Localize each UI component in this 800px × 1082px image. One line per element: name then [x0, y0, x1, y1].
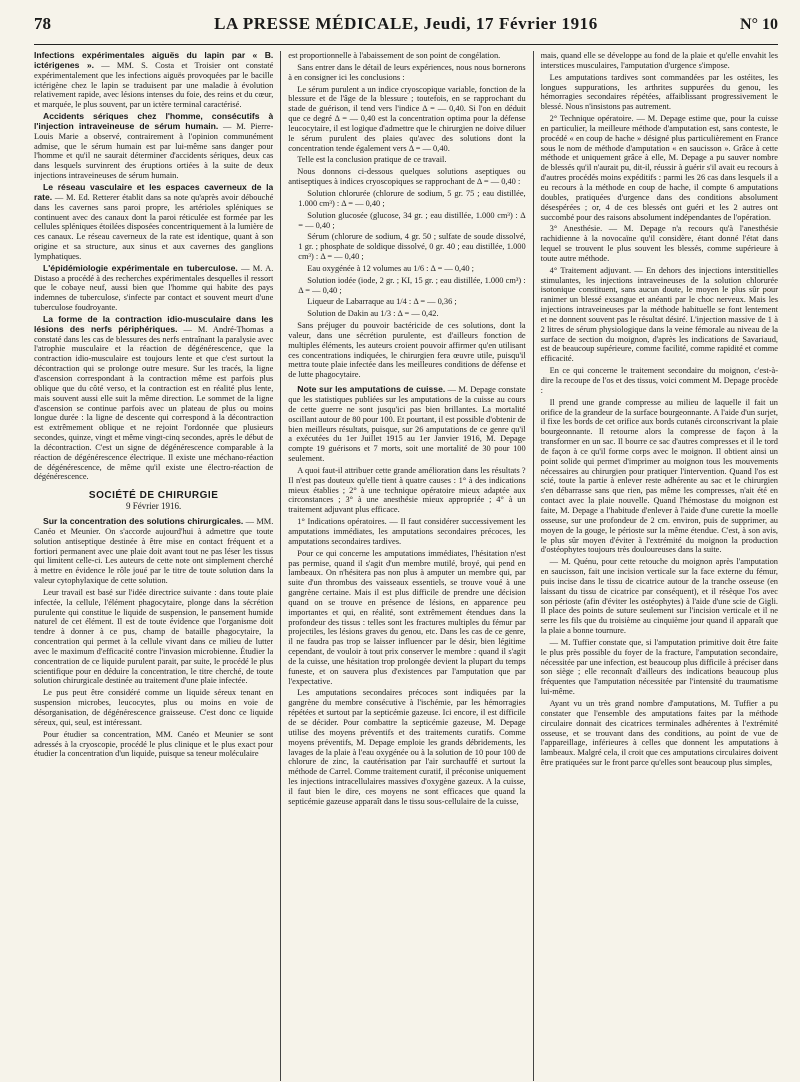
article-paragraph: Les amputations tardives sont commandées par les ostéites, les longues suppurations, les arthrites suppurées du genou, les hémorragies secondaires répétées, affaiblissant progressivement le blessé. Nous n'insistons pas autrement. — [540, 72, 778, 112]
solution-item: Eau oxygénée à 12 volumes au 1/6 : Δ = — 0,40 ; — [307, 263, 474, 273]
article-paragraph: 3° Anesthésie. — M. Depage n'a recours qu'à l'anesthésie rachidienne à la novocaïne qu'il considère, étant donné l'état dans lequel se trouvent le plus souvent les blessés, comme supérieure à toute autre méthode. — [540, 224, 778, 263]
article-paragraph: 4° Traitement adjuvant. — En dehors des injections interstitielles stimulantes, les injections intraveineuses de la solution chlorurée isotonique constituent, sans aucun doute, le moyen le plus sûr pour ranimer un blessé exsangue et anéanti par le choc nerveux. Mais les injections intraveineuses par la méthode habituelle se font lentement et ne donnent souvent pas le résultat désiré. L'injection massive de 1 à 2 litres de sérum physiologique dans la veine fémorale au niveau de la surface de section du moignon, d'après les indications de Savariaud, est de beaucoup supérieure, comme facilité, comme rapidité et comme efficacité. — [540, 265, 778, 364]
article-heading: Sur la concentration des solutions chirurgicales. — [43, 515, 244, 526]
article-paragraph: Ayant vu un très grand nombre d'amputations, M. Tuffier a pu constater que l'ensemble des amputations faites par la méthode circulaire donnait des cicatrices terminales adhérentes à l'extrémité osseuse, et se trouvant dans des conditions, au point de vue de l'appareillage, inférieures à celles que donnent les amputations à lambeaux. Malgré cela, il croit que ces amputations circulaires doivent être pratiquées sur le front parce qu'elles sont beaucoup plus simples, — [540, 699, 778, 768]
article-paragraph: Sans préjuger du pouvoir bactéricide de ces solutions, dont la valeur, dans une sécrétion purulente, est d'ailleurs fonction de multiples éléments, les auteurs croient pouvoir affirmer qu'en utilisant ces concentrations indiquées, le chirurgien fera œuvre utile, puisqu'il mettra toute plaie infectée dans les meilleures conditions de défense et de lutte phagocytaire. — [288, 321, 526, 380]
article-paragraph: Le sérum purulent a un indice cryoscopique variable, fonction de la blessure et de l'âge de la blessure ; toutefois, en se rapprochant du stade de guérison, il tend vers l'indice Δ = — 0,40. Si l'on en déduit que ce degré Δ = — 0,40 est la concentration optima pour la défense leucocytaire, il est logique d'admettre que le chirurgien ne doive diluer le sérum purulent des plaies qu'avec des solutions dont la concentration tende également vers Δ = — 0,40. — [288, 84, 526, 153]
article-paragraph: Pour étudier sa concentration, MM. Canéo et Meunier se sont adressés à la cryoscopie, procédé le plus clinique et le plus exact pour étudier la concentration d'un liquide, puisque sa teneur moléculaire — [34, 729, 274, 759]
article-paragraph: Leur travail est basé sur l'idée directrice suivante : dans toute plaie infectée, la cellule, l'élément phagocytaire, plonge dans la sécrétion purulente qui constitue le liquide de suspension, le pansement humide naturel de cet élément. Il est de toute évidence que l'organisme doit tendre à donner à ce pus, champ de bataille phagocytaire, la concentration qui permet à la cellule vivant dans ce milieu de lutter avec le maximum d'efficacité contre l'invasion microbienne. Étudier la concentration de ce liquide purulent parait, par suite, le procédé le plus scientifique pour en déduire la concentration, le titre cherché, de toute solution chirurgicale destinée au traitement d'une plaie infectée. — [34, 587, 274, 686]
article-heading: Note sur les amputations de cuisse. — [297, 384, 446, 395]
article-paragraph: mais, quand elle se développe au fond de la plaie et qu'elle envahit les interstices musculaires, l'amputation d'urgence s'impose. — [540, 51, 778, 70]
article-paragraph: Sans entrer dans le détail de leurs expériences, nous nous bornerons à en consigner ici les conclusions : — [288, 62, 526, 82]
article-paragraph: Le pus peut être considéré comme un liquide séreux tenant en suspension microbes, leucocytes, plus ou moins en voie de désorganisation, de dégénérescence graisseuse. C'est donc ce liquide séreux, qui, seul, est intéressant. — [34, 688, 274, 727]
article-heading: Accidents sériques chez l'homme, consécutifs à l'injection intraveineuse de sérum humain. — [34, 111, 274, 131]
article-heading: Le réseau vasculaire et les espaces caverneux de la rate. — [34, 181, 274, 202]
solution-item: Solution iodée (iode, 2 gr. ; KI, 15 gr. ; eau distillée, 1.000 cm³) : Δ = — 0,40 ; — [298, 275, 526, 295]
page-number: 78 — [34, 14, 51, 33]
article-text: — M. André-Thomas a constaté dans les cas de blessures des nerfs entraînant la paralysie avec l'atrophie musculaire et la réaction de dégénérescence, que la contraction idio-musculaire est toujours lente et que c'est surtout la décontraction qui se prolonge outre mesure. Sur les tracés, la ligne d'ascension correspondant à la contraction même est parfois plus oblique que du côté verso, et la contraction est en réalité plus lente, mais souvent aussi elle suit la même direction. Le sommet de la ligne d'ascension se continue parfois avec un plateau de plus ou moins longue durée : la ligne de descente qui correspond à la décontraction est extrêmement oblique et ne rejoint l'ordonnée que plusieurs secondes, quinze, vingt et même vingt-cinq secondes, après le début de la décontraction. C'est un signe de dégénérescence comparable à la réaction de dégénérescence électrique. Il existe une méchano-réaction de dégénérescence, de même qu'il existe une électro-réaction de dégénérescence. — [34, 324, 274, 482]
article-paragraph: Nous donnons ci-dessous quelques solutions aseptiques ou antiseptiques à indices cryoscopiques se rapprochant de Δ = — 0,40 : — [288, 167, 526, 187]
solution-item: Sérum (chlorure de sodium, 4 gr. 50 ; sulfate de soude dissolvé, 1 gr. ; phosphate de soldique dissolvé, 0 gr. 40 ; eau distillée, 1.000 cm³) : Δ = — 0,40 ; — [298, 232, 526, 262]
journal-title: LA PRESSE MÉDICALE, Jeudi, 17 Février 1916 — [214, 14, 598, 33]
article-paragraph: Telle est la conclusion pratique de ce travail. — [297, 155, 447, 165]
article-paragraph — [34, 315, 273, 482]
article-text: — MM. Canéo et Meunier. On s'accorde aujourd'hui à admettre que toute solution antiseptique destinée à être mise en contact fréquent et a fortiori permanent avec une plaie doit avant tout ne pas léser les tissus qui limitent celle-ci. Les auteurs de cette note ont simplement cherché à mettre en évidence le rôle joué par le titre de toute solution dans la valeur cytophylaxique de cette solution. — [34, 516, 274, 586]
columns — [34, 51, 778, 1081]
column-divider — [280, 51, 281, 1081]
solution-item: Solution chlorurée (chlorure de sodium, 5 gr. 75 ; eau distillée, 1.000 cm³) : Δ = — 0,40 ; — [298, 188, 526, 208]
article-heading: Infections expérimentales aiguës du lapin par « B. ictérigenes ». — [34, 51, 274, 70]
article-paragraph: A quoi faut-il attribuer cette grande amélioration dans les résultats ? Il n'est pas douteux qu'elle tient à quatre causes : 1° à des indications mieux établies ; 2° à une technique opératoire mieux adaptée aux circonstances ; 3° à une anesthésie mieux appropriée ; 4° à un traitement adjuvant plus efficace. — [288, 465, 526, 515]
article-paragraph: — M. Quénu, pour cette retouche du moignon après l'amputation en saucisson, fait une incision verticale sur la face externe du fémur, puis incise dans le tissu de cicatrice autour de la tranche osseuse (en laissant du tissu de cicatrice par conséquent), et il résèque l'os avec son périoste (afin d'éviter les ostéophytes) à l'aide d'une scie de Gigli. Il place des points de suture seulement sur l'incision verticale et il ne serre les fils que du troisième au cinquième jour quand il apparaît que la plaie a bonne tournure. — [540, 557, 778, 636]
article-paragraph: 2° Technique opératoire. — M. Depage estime que, pour la cuisse en particulier, la meilleure méthode d'amputation est, sans conteste, le procédé « en coup de hache » désigné plus particulièrement en France sous le nom de méthode d'amputation « en saucisson ». Grâce à cette méthode et uniquement grâce à elle, M. Depage a pu sauver nombre de blessés qu'il n'aurait pu, dit-il, réussir à guérir s'il avait eu recours à d'autres procédés moins expéditifs : parmi les 26 cas dans lesquels il a eu recours à la méthode en coup de hache, il compte 6 amputations doubles, pratiquées d'urgence dans des conditions absolument désespérées ; or, 4 de ces blessés ont guéri et les 2 autres ont succombé pour des raisons absolument indépendantes de l'opération. — [540, 114, 778, 222]
solution-item: Solution glucosée (glucose, 34 gr. ; eau distillée, 1.000 cm³) : Δ = — 0,40 ; — [298, 210, 526, 230]
article-text: — M. Pierre-Louis Marie a observé, contrairement à l'opinion communément admise, que le sérum humain est par lui-même sans danger pour l'homme et qu'il ne saurait déterminer d'accidents sériques, deux cas dans lesquels survinrent des éruptions ortiées à la suite de deux injections intraveineuses de sérum humain. — [34, 121, 274, 181]
article-paragraph: 1° Indications opératoires. — Il faut considérer successivement les amputations immédiates, les amputations secondaires précoces, les amputations secondaires tardives. — [288, 517, 526, 546]
section-date: 9 Février 1916. — [126, 501, 182, 512]
article-paragraph: En ce qui concerne le traitement secondaire du moignon, c'est-à-dire la recoupe de l'os et des tissus, voici comment M. Depage procède : — [540, 366, 778, 395]
column-2 — [288, 51, 525, 1081]
issue-number: N° 10 — [740, 16, 778, 33]
article-paragraph: est proportionnelle à l'abaissement de son point de congélation. — [288, 51, 501, 60]
article-paragraph: Les amputations secondaires précoces sont indiquées par la gangrène du membre consécutive à l'ischémie, par les hémorragies répétées et surtout par la septicémie gazeuse. Ici encore, il est difficile de se décider. Pour combattre la septicémie gazeuse, M. Depage utilise des moyens préventifs et des traitements curatifs. Comme moyens préventifs, M. Depage emploie les grands débridements, les lavages de la plaie à l'eau oxygénée ou à la solution de 10 pour 100 de chlorure de zinc, la cautérisation par l'air surchauffé et surtout la méthode de Carrel. Comme traitement curatif, il préconise uniquement les injections intracellulaires massives d'oxygène gazeux. A la cuisse, il faut bien le dire, ces moyens ne sont efficaces que quand la septicémie gazeuse apparaît dans le tissu sous-cellulaire de la cuisse, — [288, 688, 526, 806]
article-text: — M. A. Distaso a procédé à des recherches expérimentales desquelles il ressort que le cobaye neuf, aussi bien que l'homme qui habite des pays indemnes de tuberculose, s'infecte par contact et souvent meurt d'une tuberculose foudroyante. — [34, 263, 274, 313]
article-paragraph: Il prend une grande compresse au milieu de laquelle il fait un orifice de la grandeur de la surface bourgeonnante. A l'aide d'un surjet, il fixe les bords de cet orifice aux bords cutanés circonscrivant la plaie bourgeonnante. Il retourne alors la compresse de façon à la transformer en un sac. Il bourre ce sac d'autres compresses et il le tord de façon à ce qu'il forme corps avec le moignon. Il obtient ainsi un point solide qui permet d'imprimer au moignon tous les mouvements nécessaires au chirurgien pour pratiquer l'intervention. Quand l'os est scié, toute la partie à enlever reste adhérente au sac et le chirurgien s'en débarrasse sans que rien, pas même les compresses, n'ait été en contact avec la plaie nouvelle. Quand l'hémostase du moignon est faite, M. Depage a l'habitude d'enlever à l'aide d'une curette la moelle osseuse, sur une profondeur de 2 cm. environ, puis de supprimer, au moyen de la gouge, le périoste sur la même étendue. C'est, à son avis, le plus sûr moyen d'éviter à l'extrémité du moignon la production d'ostéophytes toujours très douloureuses dans la suite. — [540, 397, 778, 555]
column-3 — [541, 51, 778, 1081]
column-1 — [34, 51, 273, 1081]
article-paragraph — [34, 51, 273, 110]
article-paragraph — [34, 112, 273, 181]
article-text: — M. Ed. Retterer établit dans sa note qu'après avoir débouché dans les cavernes sans paroi propre, les artérioles spléniques se continuent avec des canaux dont la paroi réticulée est formée par les cellules spléniques étoilées disposées concentriquement à la lumière de ces canaux. Le réseau caverneux de la rate est identique, quant à son origine et sa structure, aux sinus et aux cavernes des ganglions lymphatiques. — [34, 192, 274, 261]
article-heading: L'épidémiologie expérimentale en tuberculose. — [43, 262, 238, 273]
article-text: — M. Depage constate que les statistiques publiées sur les amputations de la cuisse au cours de cette guerre ne sont jusqu'ici pas bien brillantes. La mortalité oscillant autour de 80 pour 100. Et pourtant, il est possible d'obtenir de bien meilleurs résultats, puisque, sur 26 amputations de ce genre qu'il a exécutées du 1er Juillet 1915 au 1er Janvier 1916, M. Depage compte 19 guérisons et 7 morts, soit une mortalité de 30 pour 100 seulement. — [288, 385, 526, 464]
solution-item: Solution de Dakin au 1/3 : Δ = — 0,42. — [307, 309, 439, 319]
column-divider — [533, 51, 534, 1081]
section-title: SOCIÉTÉ DE CHIRURGIE — [88, 490, 219, 502]
article-paragraph — [34, 183, 273, 262]
article-paragraph — [288, 385, 525, 464]
article-paragraph: — M. Tuffier constate que, si l'amputation primitive doit être faite le plus près possible du foyer de la fracture, l'amputation secondaire, nécessitée par une infection, est beaucoup plus difficile à préciser dans son siège ; elle reconnaît d'ailleurs des indications beaucoup plus fréquentes que l'amputation nécessitée par l'intensité du traumatisme lui-même. — [540, 637, 778, 697]
article-heading: La forme de la contraction idio-musculaire dans les lésions des nerfs périphériques. — [34, 313, 274, 334]
article-paragraph — [34, 264, 273, 313]
article-paragraph — [34, 517, 273, 586]
article-paragraph: Pour ce qui concerne les amputations immédiates, l'hésitation n'est pas permise, quand il s'agit d'un membre mutilé, broyé, qui pend en lambeaux. On n'hésitera pas non plus à amputer un membre qui, par suite d'un thrombus des vaisseaux essentiels, se trouve voué à une gangrène certaine. Mais il est plus difficile de prendre une décision quand on se trouve en présence de lésions, en apparence peu importantes et qui, en réalité, sont extrêmement étendues dans la profondeur des tissus : telles sont les fractures multiples du fémur par projectiles, les lésions graves du genou, etc. Dans les cas de ce genre, il ne faudra pas trop se laisser influencer par le désir, bien légitime cependant, de vouloir à tout prix conserver le membre : quand il s'agit de la cuisse, une hésitation trop prolongée devient la plupart du temps funeste, et on sauvera plus d'existences par l'amputation que par l'expectative. — [288, 548, 526, 686]
article-text: — MM. S. Costa et Troisier ont constaté expérimentalement que les infections aiguës provoquées par le bacille ictérigène chez le lapin se traduisent par une maladie à évolution relativement rapide, avec lésions intenses du foie, des reins et du cœur, et marquée, le plus souvent, par un ictère terminal caractérisé. — [34, 60, 274, 110]
solution-item: Liqueur de Labarraque au 1/4 : Δ = — 0,36 ; — [307, 297, 457, 307]
page-header — [34, 14, 778, 45]
